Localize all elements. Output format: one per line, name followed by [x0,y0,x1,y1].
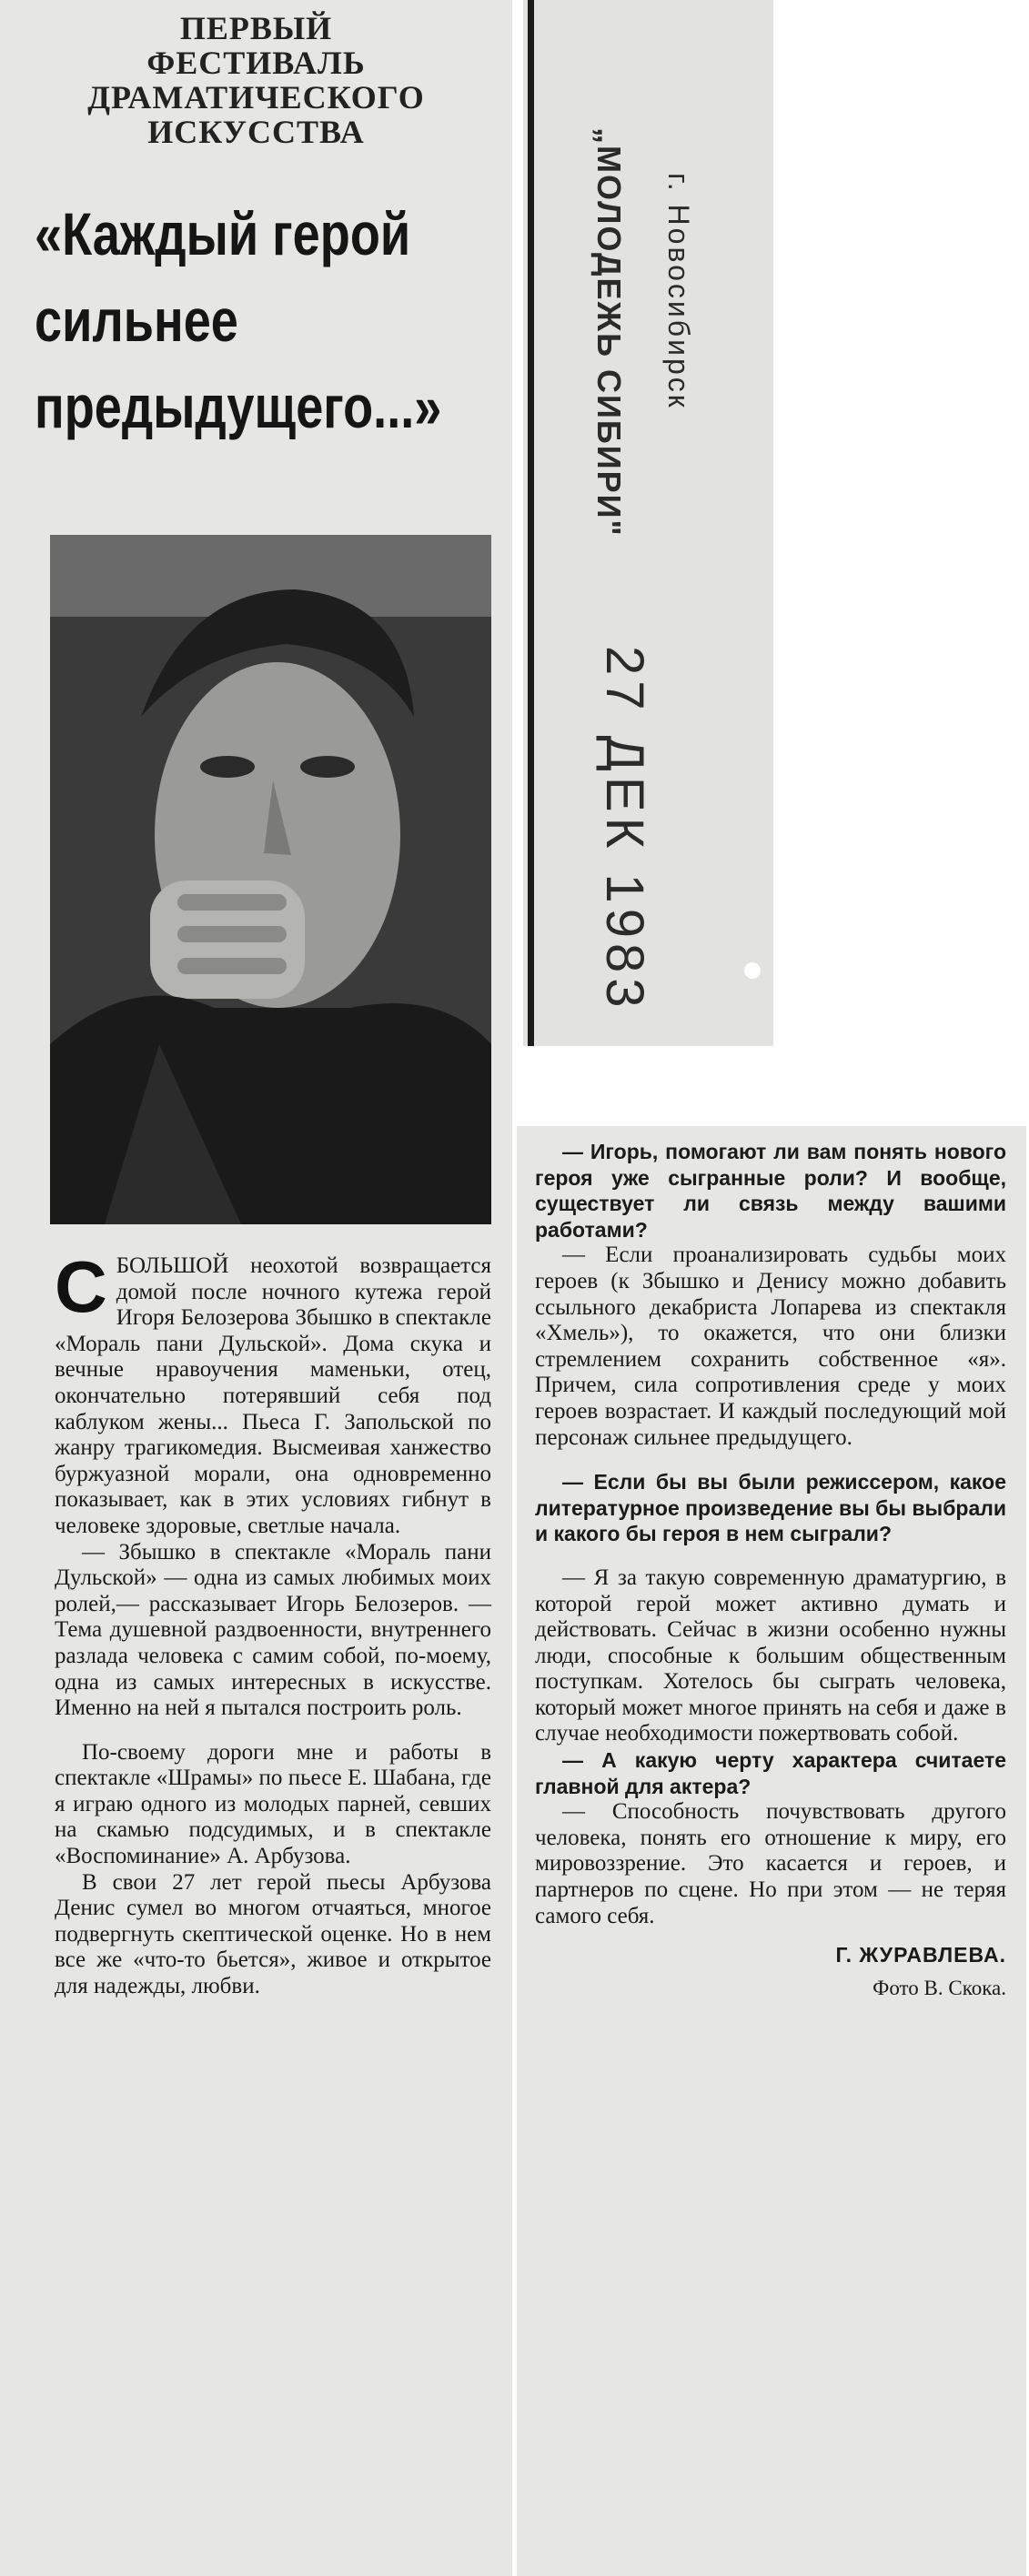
rubric [0,11,512,149]
column-rule [528,0,534,1046]
portrait-photo [50,535,491,1224]
photo-credit: Фото В. Скока. [873,1976,1006,1999]
paragraph: В свои 27 лет герой пьесы Арбузова Денис сумел во многом отчаяться, многое подвергнуть скептической оценке. Но в нем все же «что-то бьется», живое и открытое для надежды, любви. [55,1869,491,1999]
interview-answer: — Я за такую современную драматургию, в которой герой может активно думать и действовать. Сейчас в жизни особенно нужны люди, способные к большим общественным поступкам. Хотелось бы сыграть человека, который может многое принять на себя и даже в случае необходимости пожертвовать собой. [535,1565,1006,1746]
stamp-newspaper-name: „МОЛОДЕЖЬ СИБИРИ" [590,127,628,538]
interview-question: — Игорь, помогают ли вам понять нового героя уже сыгранные роли? И вообще, существует ли связь между вашими работами? [535,1140,1006,1242]
interview-answer: — Если проанализировать судьбы моих героев (к Збышко и Денису можно добавить ссыльного декабриста Лопарева из спектакля «Хмель»), то окажется, что они близки стремлением сохранить собственное «я». Причем, сила сопротивления среде у моих героев возрастает. И каждый последующий мой персонаж сильнее предыдущего. [535,1243,1006,1450]
rubric-line: ФЕСТИВАЛЬ [146,45,366,81]
headline-line: сильнее [35,287,238,354]
paper-tear-mark [744,962,761,979]
headline-line: «Каждый герой [35,200,411,267]
article-column-1 [55,1246,491,2000]
article-column-2 [535,1139,1006,2001]
interview-answer: — Способность почувствовать другого человека, понять его отношение к миру, его мировоззрение. Это касается и героев, и партнеров по сцене. Но при этом — не теряя самого себя. [535,1799,1006,1928]
headline-line: предыдущего...» [35,373,442,440]
paragraph: БОЛЬШОЙ неохотой возвращается домой после ночного кутежа герой Игоря Белозерова Збышко в спектакле «Мораль пани Дульской». Дома скука и вечные нравоучения маменьки, отец, окончательно потерявший себя под каблуком жены... Пьеса Г. Запольской по жанру трагикомедия. Высмеивая ханжество буржуазной морали, она одновременно показывает, как в этих условиях гибнут в человеке здоровые, светлые начала. [55,1253,491,1538]
headline [35,191,442,450]
interview-question: — Если бы вы были режиссером, какое литературное произведение вы бы выбрали и какого бы героя в нем сыграли? [535,1470,1006,1546]
rubric-line: ИСКУССТВА [147,114,365,150]
rubric-line: ПЕРВЫЙ [179,10,333,46]
author-signature: Г. ЖУРАВЛЕВА. [835,1943,1006,1967]
paragraph: По-своему дороги мне и работы в спектакле «Шрамы» по пьесе Е. Шабана, где я играю одного из молодых парней, севших на скамью подсудимых, и в спектакле «Воспоминание» А. Арбузова. [55,1739,491,1869]
paragraph: — Збышко в спектакле «Мораль пани Дульской» — одна из самых любимых моих ролей,— рассказывает Игорь Белозеров. — Тема душевной раздвоенности, внутреннего разлада человека с самим собой, по-моему, одна из самых интересных в искусстве. Именно на ней я пытался построить роль. [55,1539,491,1721]
stamp-city: г. Новосибирск [662,173,695,410]
drop-cap: С [55,1246,107,1327]
stamp-date: 27 ДЕК 1983 [595,646,654,1013]
interview-question: — А какую черту характера считаете главной для актера? [535,1748,1006,1798]
rubric-line: ДРАМАТИЧЕСКОГО [87,79,425,116]
